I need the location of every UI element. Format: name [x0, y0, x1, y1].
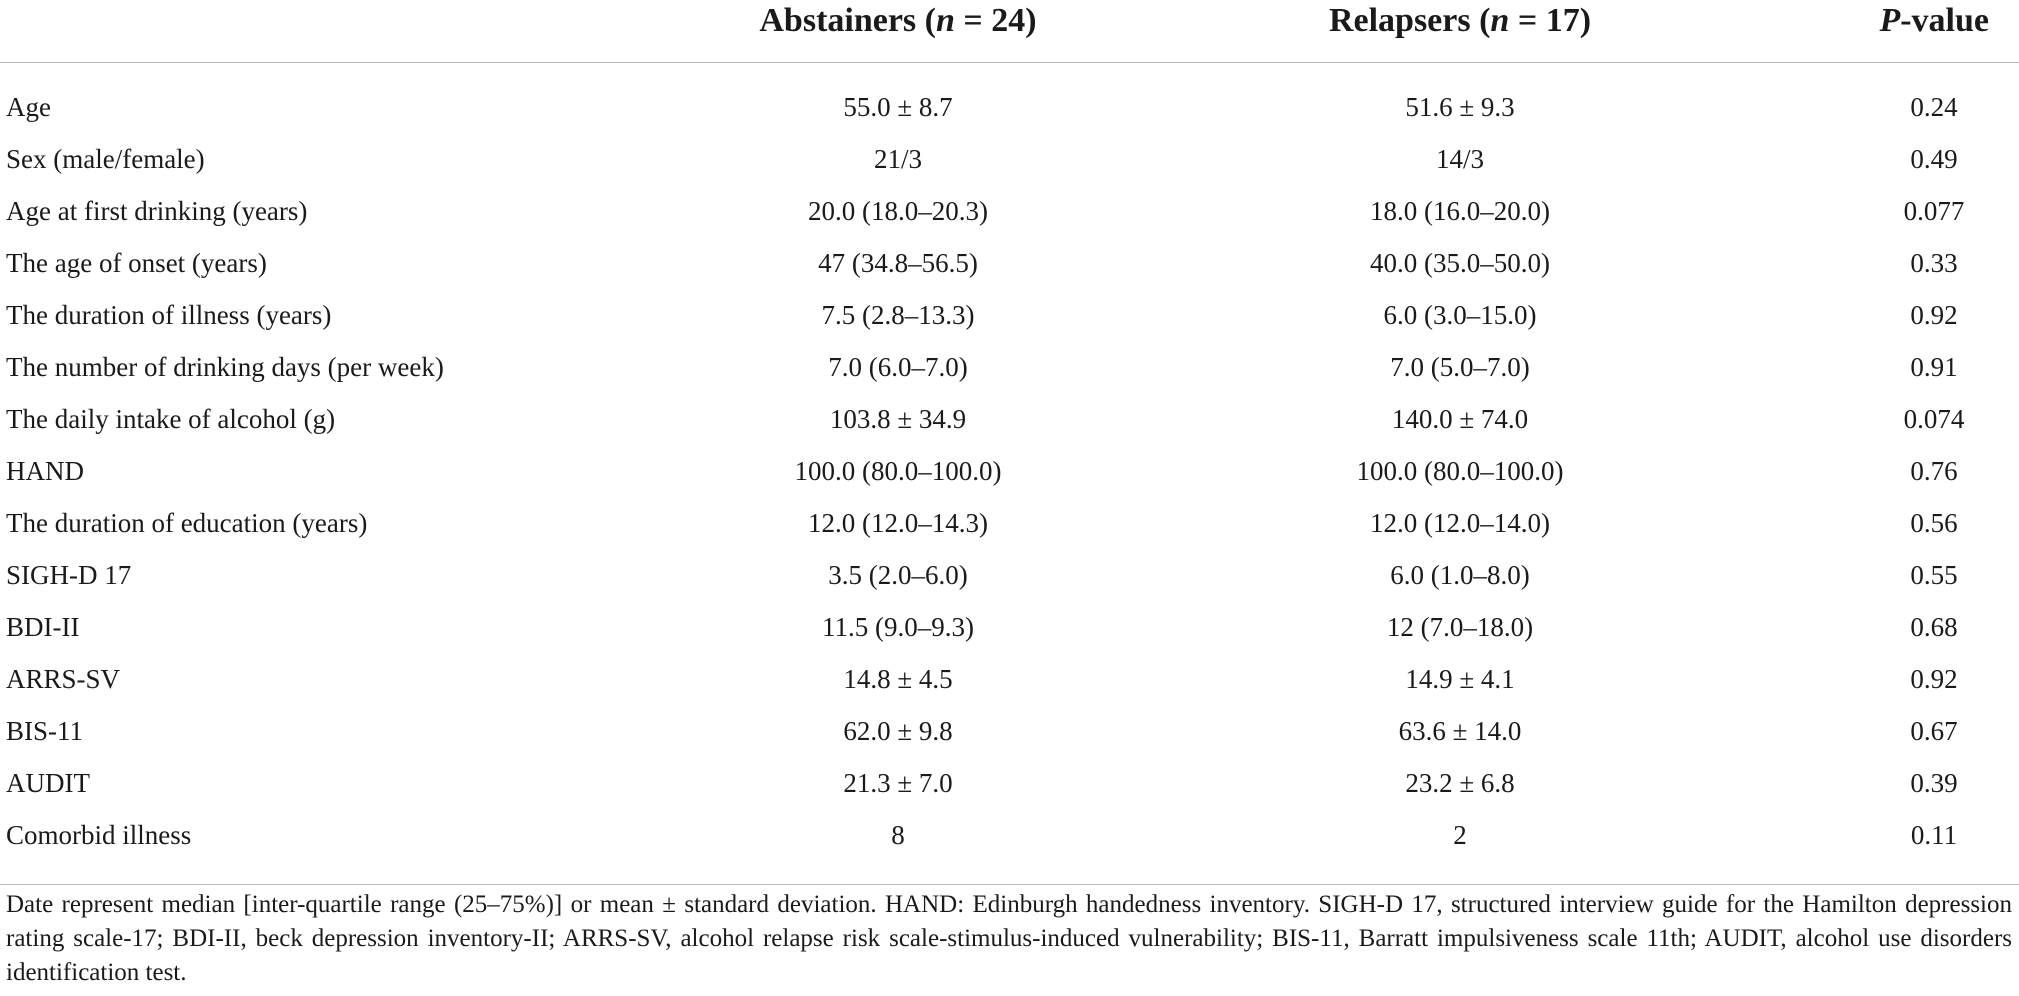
header-abstainers-main: Abstainers (	[759, 2, 936, 39]
relapsers-value: 12.0 (12.0–14.0)	[1370, 508, 1550, 538]
header-p-tail: -value	[1900, 2, 1989, 39]
table-row	[0, 341, 2019, 393]
table-row	[0, 81, 2019, 133]
relapsers-value: 14/3	[1435, 144, 1485, 174]
abstainers-value: 8	[891, 820, 905, 850]
abstainers-value: 103.8 ± 34.9	[829, 404, 967, 434]
p-value: 0.76	[1910, 456, 1958, 486]
header-relapsers-tail: = 17)	[1509, 2, 1592, 39]
abstainers-value: 47 (34.8–56.5)	[818, 248, 978, 278]
row-label: BDI-II	[6, 612, 80, 642]
table-row	[0, 705, 2019, 757]
relapsers-value: 51.6 ± 9.3	[1405, 92, 1515, 122]
table-row	[0, 445, 2019, 497]
table-row	[0, 601, 2019, 653]
row-label: AUDIT	[6, 768, 90, 798]
abstainers-value: 12.0 (12.0–14.3)	[808, 508, 988, 538]
p-value: 0.11	[1910, 820, 1958, 850]
table-row	[0, 653, 2019, 705]
table-row	[0, 133, 2019, 185]
abstainers-value: 21.3 ± 7.0	[843, 768, 953, 798]
row-label: SIGH-D 17	[6, 560, 132, 590]
row-label: Sex (male/female)	[6, 144, 205, 174]
p-value: 0.24	[1910, 92, 1958, 122]
p-value: 0.56	[1910, 508, 1958, 538]
table-row	[0, 757, 2019, 809]
p-value: 0.33	[1910, 248, 1958, 278]
table-header	[0, 0, 2019, 63]
abstainers-value: 21/3	[873, 144, 923, 174]
p-value: 0.49	[1910, 144, 1958, 174]
row-label: Age	[6, 92, 51, 122]
p-value: 0.92	[1910, 664, 1958, 694]
relapsers-value: 23.2 ± 6.8	[1405, 768, 1515, 798]
relapsers-value: 18.0 (16.0–20.0)	[1370, 196, 1550, 226]
row-label: BIS-11	[6, 716, 84, 746]
row-label: The daily intake of alcohol (g)	[6, 404, 336, 434]
abstainers-value: 100.0 (80.0–100.0)	[794, 456, 1002, 486]
row-label: ARRS-SV	[6, 664, 121, 694]
table-body	[0, 63, 2019, 885]
header-abstainers-tail: = 24)	[954, 2, 1037, 39]
abstainers-value: 7.0 (6.0–7.0)	[828, 352, 968, 382]
row-label: The age of onset (years)	[6, 248, 267, 278]
header-abstainers	[759, 2, 1036, 40]
row-label: The duration of education (years)	[6, 508, 368, 538]
abstainers-value: 62.0 ± 9.8	[843, 716, 953, 746]
relapsers-value: 100.0 (80.0–100.0)	[1356, 456, 1564, 486]
abstainers-value: 14.8 ± 4.5	[843, 664, 953, 694]
p-value: 0.67	[1910, 716, 1958, 746]
abstainers-value: 3.5 (2.0–6.0)	[828, 560, 968, 590]
relapsers-value: 40.0 (35.0–50.0)	[1370, 248, 1550, 278]
p-value: 0.91	[1910, 352, 1958, 382]
table-row	[0, 549, 2019, 601]
abstainers-value: 11.5 (9.0–9.3)	[822, 612, 974, 642]
header-relapsers-main: Relapsers (	[1328, 2, 1491, 39]
table-row	[0, 185, 2019, 237]
header-p-letter: P	[1879, 2, 1901, 39]
p-value: 0.39	[1910, 768, 1958, 798]
relapsers-value: 6.0 (3.0–15.0)	[1383, 300, 1537, 330]
row-label: The duration of illness (years)	[6, 300, 332, 330]
table-row	[0, 237, 2019, 289]
p-value: 0.074	[1903, 404, 1965, 434]
relapsers-value: 2	[1453, 820, 1467, 850]
relapsers-value: 63.6 ± 14.0	[1398, 716, 1522, 746]
relapsers-value: 6.0 (1.0–8.0)	[1390, 560, 1530, 590]
p-value: 0.55	[1910, 560, 1958, 590]
header-abstainers-n: n	[935, 2, 955, 39]
row-label: Comorbid illness	[6, 820, 192, 850]
table-row	[0, 497, 2019, 549]
table-footnote: Date represent median [inter-quartile range (25–75%)] or mean ± standard deviation. HAND: Edinburgh handedness inventory. SIGH-D 17, structured interview guide for the Hamilton depression rating scale-17; BDI-II, beck depression inventory-II; ARRS-SV, alcohol relapse risk scale-stimulus-induced vulnerability; BIS-11, Barratt impulsiveness scale 11th; AUDIT, alcohol use disorders identification test.	[6, 891, 2012, 986]
p-value: 0.68	[1910, 612, 1958, 642]
abstainers-value: 55.0 ± 8.7	[843, 92, 953, 122]
relapsers-value: 7.0 (5.0–7.0)	[1390, 352, 1530, 382]
table-row	[0, 289, 2019, 341]
table-row	[0, 393, 2019, 445]
p-value: 0.077	[1903, 196, 1965, 226]
row-label: The number of drinking days (per week)	[6, 352, 444, 382]
header-relapsers	[1329, 2, 1591, 40]
row-label: HAND	[6, 456, 84, 486]
relapsers-value: 14.9 ± 4.1	[1405, 664, 1515, 694]
table-row	[0, 809, 2019, 861]
header-relapsers-n: n	[1490, 2, 1510, 39]
header-p-value	[1879, 2, 1989, 40]
relapsers-value: 140.0 ± 74.0	[1391, 404, 1529, 434]
p-value: 0.92	[1910, 300, 1958, 330]
row-label: Age at first drinking (years)	[6, 196, 308, 226]
relapsers-value: 12 (7.0–18.0)	[1386, 612, 1534, 642]
abstainers-value: 7.5 (2.8–13.3)	[821, 300, 975, 330]
abstainers-value: 20.0 (18.0–20.3)	[808, 196, 988, 226]
